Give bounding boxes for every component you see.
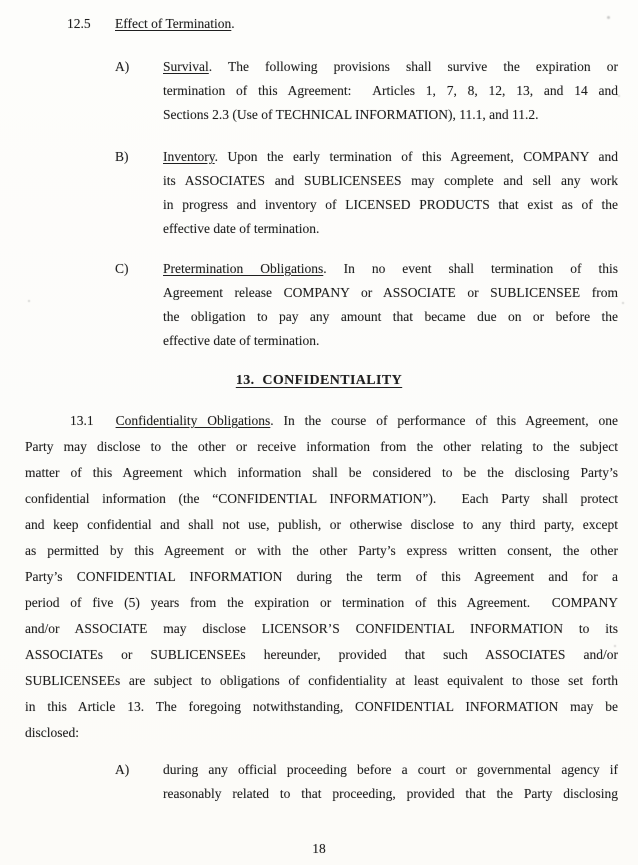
text-line: SUBLICENSEEs are subject to obligations of confidentiality at least equivalent to those set forth	[25, 673, 618, 688]
clause-survival-lead-rest: . The following provisions shall survive the expiration or	[208, 59, 618, 74]
clause-inventory-label: B)	[115, 149, 129, 164]
clause-inventory-lead-rest: . Upon the early termination of this Agreement, COMPANY and	[214, 149, 618, 164]
clause-survival-lead: Survival	[163, 59, 209, 74]
clause-pretermination-text	[163, 257, 618, 353]
text-line: its ASSOCIATES and SUBLICENSEES may complete and sell any work	[163, 173, 618, 188]
text-line: disclosed:	[25, 725, 79, 740]
clause-pretermination-lead-rest: . In no event shall termination of this	[323, 261, 618, 276]
paragraph-13-1-lead-rest: . In the course of performance of this Agreement, one	[270, 413, 618, 428]
clause-13-sub-a	[115, 758, 618, 806]
section-title-period: .	[231, 16, 235, 31]
paragraph-13-1-lead: Confidentiality Obligations	[115, 413, 271, 428]
clause-survival-label: A)	[115, 59, 130, 74]
text-line: in progress and inventory of LICENSED PRODUCTS that exist as of the	[163, 197, 618, 212]
text-line: Party’s CONFIDENTIAL INFORMATION during the term of this Agreement and for a	[25, 569, 618, 584]
text-line	[163, 257, 618, 281]
text-line: the obligation to pay any amount that became due on or before the	[163, 309, 618, 324]
clause-inventory-lead: Inventory	[163, 149, 215, 164]
text-line: in this Article 13. The foregoing notwithstanding, CONFIDENTIAL INFORMATION may be	[25, 699, 618, 714]
text-line: during any official proceeding before a court or governmental agency if	[163, 762, 618, 777]
section-title: Effect of Termination	[115, 16, 232, 31]
clause-pretermination	[115, 257, 618, 353]
text-line: ASSOCIATEs or SUBLICENSEEs hereunder, provided that such ASSOCIATES and/or	[25, 647, 618, 662]
article-13-heading	[0, 371, 638, 391]
text-line: as permitted by this Agreement or with the other Party’s express written consent, the other	[25, 543, 618, 558]
text-line: confidential information (the “CONFIDENTIAL INFORMATION”). Each Party shall protect	[25, 491, 618, 506]
text-line	[25, 408, 618, 434]
text-line	[163, 55, 618, 79]
scan-speck	[607, 16, 610, 19]
text-line: Sections 2.3 (Use of TECHNICAL INFORMATION), 11.1, and 11.2.	[163, 107, 539, 122]
page-number: 18	[312, 841, 326, 856]
text-line: period of five (5) years from the expiration or termination of this Agreement. COMPANY	[25, 595, 618, 610]
scan-speck	[622, 302, 624, 304]
scan-speck	[614, 645, 616, 647]
text-line: Party may disclose to the other or receive information from the other relating to the subject	[25, 439, 618, 454]
text-line	[163, 145, 618, 169]
clause-pretermination-label: C)	[115, 261, 129, 276]
scan-speck	[618, 95, 620, 97]
clause-inventory-text	[163, 145, 618, 241]
section-number: 12.5	[67, 16, 91, 31]
text-line: and keep confidential and shall not use, publish, or otherwise disclose to any third party, except	[25, 517, 618, 532]
paragraph-13-1	[25, 408, 618, 746]
article-13-heading-text: 13. CONFIDENTIALITY	[235, 373, 403, 388]
section-title-wrap	[115, 14, 235, 34]
clause-survival-text	[163, 55, 618, 127]
text-line: and/or ASSOCIATE may disclose LICENSOR’S CONFIDENTIAL INFORMATION to its	[25, 621, 618, 636]
clause-pretermination-lead: Pretermination Obligations	[163, 261, 324, 276]
text-line: effective date of termination.	[163, 221, 320, 236]
scan-speck	[28, 300, 30, 302]
text-line: reasonably related to that proceeding, provided that the Party disclosing	[163, 786, 618, 801]
clause-13-sub-a-label: A)	[115, 762, 130, 777]
section-12-5-heading	[67, 14, 618, 34]
text-line: matter of this Agreement which information shall be considered to be the disclosing Party’s	[25, 465, 618, 480]
text-line: Agreement release COMPANY or ASSOCIATE or SUBLICENSEE from	[163, 285, 618, 300]
clause-inventory	[115, 145, 618, 241]
clause-13-sub-a-text	[163, 758, 618, 806]
clause-survival	[115, 55, 618, 127]
text-line: effective date of termination.	[163, 333, 320, 348]
text-line: termination of this Agreement: Articles 1, 7, 8, 12, 13, and 14 and	[163, 83, 618, 98]
paragraph-13-1-number: 13.1	[70, 413, 94, 428]
